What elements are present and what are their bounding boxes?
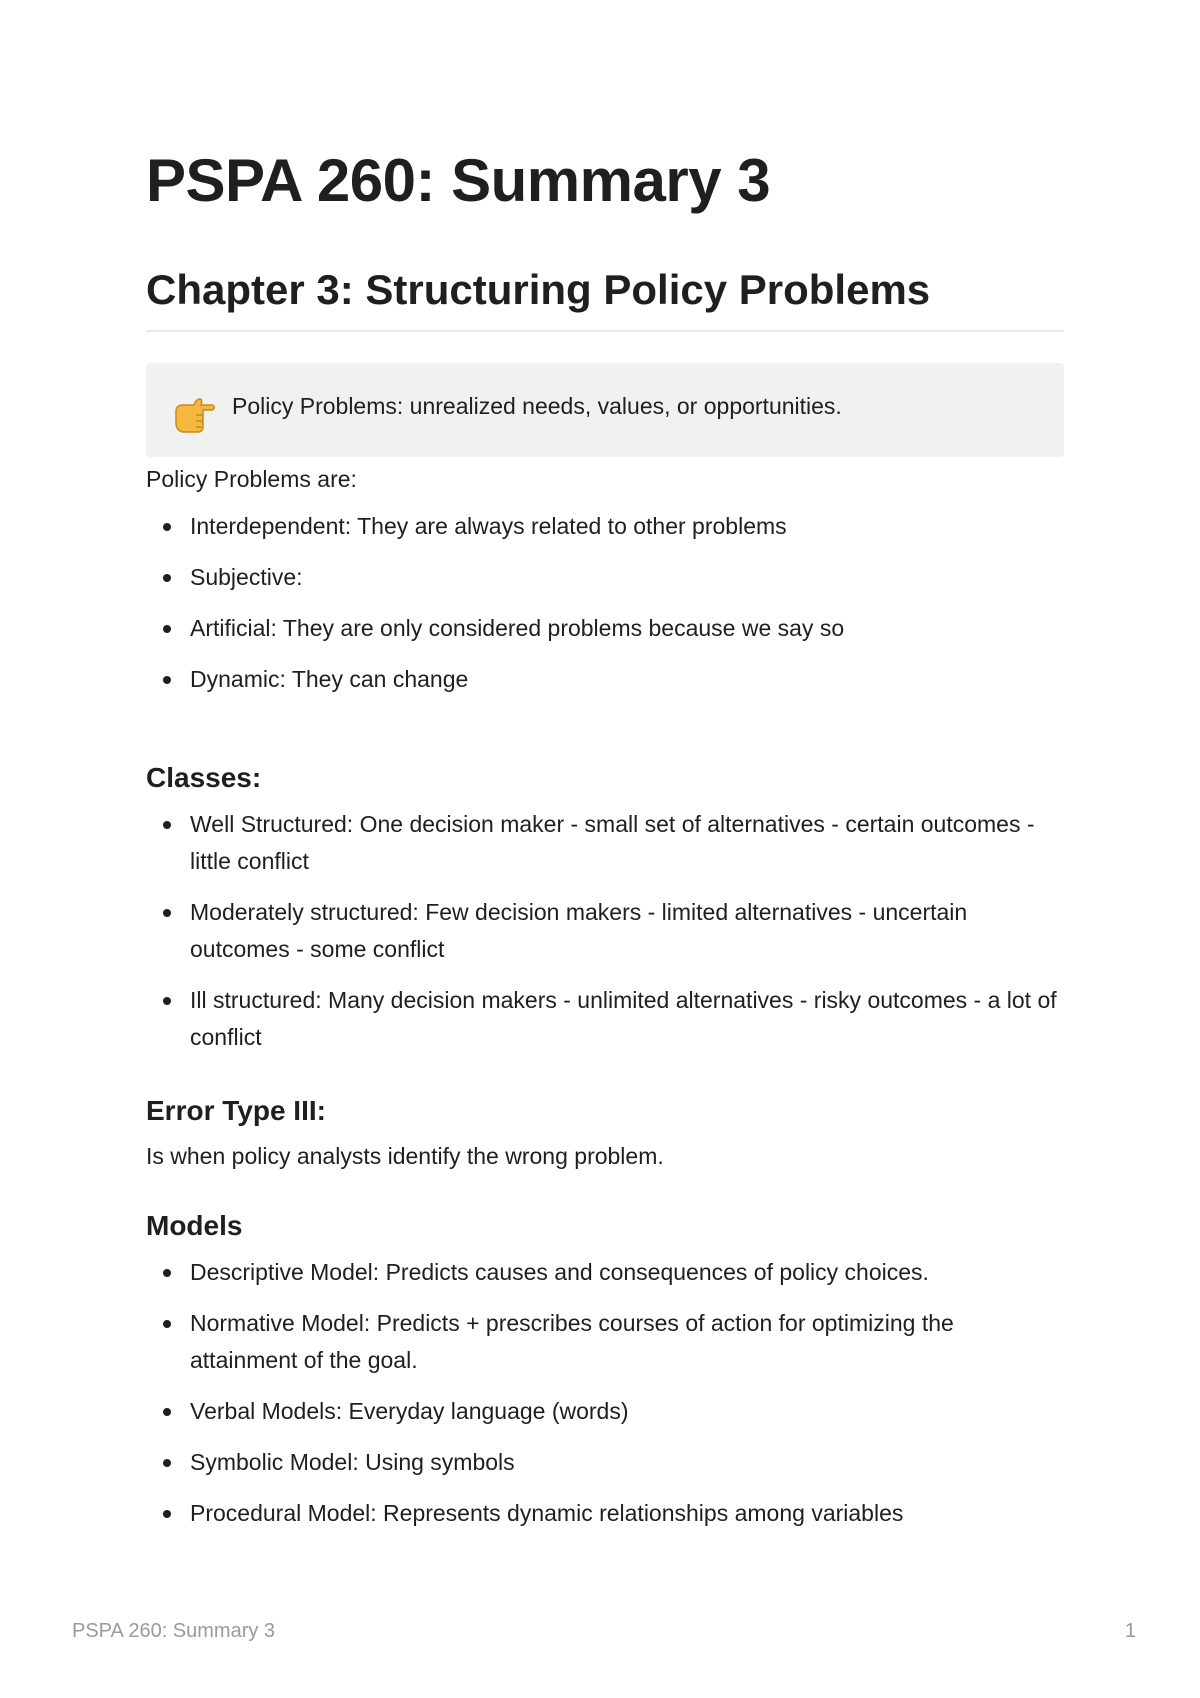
list-item: Ill structured: Many decision makers - unlimited alternatives - risky outcomes - a lot of conflict xyxy=(146,982,1064,1056)
list-item: Moderately structured: Few decision makers - limited alternatives - uncertain outcomes - some conflict xyxy=(146,894,1064,968)
list-item: Well Structured: One decision maker - small set of alternatives - certain outcomes - little conflict xyxy=(146,806,1064,880)
callout-text: Policy Problems: unrealized needs, values, or opportunities. xyxy=(232,393,842,419)
footer-page-number: 1 xyxy=(1124,1620,1136,1642)
list-item: Artificial: They are only considered problems because we say so xyxy=(146,610,1064,647)
models-list xyxy=(146,1254,1064,1532)
intro-list xyxy=(146,508,1064,698)
intro-lead: Policy Problems are: xyxy=(146,466,357,492)
list-item: Symbolic Model: Using symbols xyxy=(146,1444,1064,1481)
classes-list xyxy=(146,806,1064,1056)
error-type-heading: Error Type III: xyxy=(146,1095,326,1126)
error-type-section xyxy=(146,1094,1064,1175)
list-item: Verbal Models: Everyday language (words) xyxy=(146,1393,1064,1430)
intro-section xyxy=(146,461,1064,698)
list-item: Interdependent: They are always related to other problems xyxy=(146,508,1064,545)
list-item: Normative Model: Predicts + prescribes courses of action for optimizing the attainment of the goal. xyxy=(146,1305,1064,1379)
footer-title: PSPA 260: Summary 3 xyxy=(72,1620,276,1642)
list-item: Subjective: xyxy=(146,559,1064,596)
list-item: Descriptive Model: Predicts causes and consequences of policy choices. xyxy=(146,1254,1064,1291)
classes-heading: Classes: xyxy=(146,762,262,793)
callout-box xyxy=(146,363,1064,457)
list-item: Procedural Model: Represents dynamic relationships among variables xyxy=(146,1495,1064,1532)
backhand-index-pointing-right-icon xyxy=(172,395,216,435)
models-section xyxy=(146,1209,1064,1532)
chapter-divider xyxy=(146,330,1064,332)
list-item: Dynamic: They can change xyxy=(146,661,1064,698)
classes-section xyxy=(146,761,1064,1056)
document-title: PSPA 260: Summary 3 xyxy=(146,147,771,214)
chapter-title: Chapter 3: Structuring Policy Problems xyxy=(146,266,931,313)
models-heading: Models xyxy=(146,1210,243,1241)
error-type-text: Is when policy analysts identify the wrong problem. xyxy=(146,1143,664,1169)
